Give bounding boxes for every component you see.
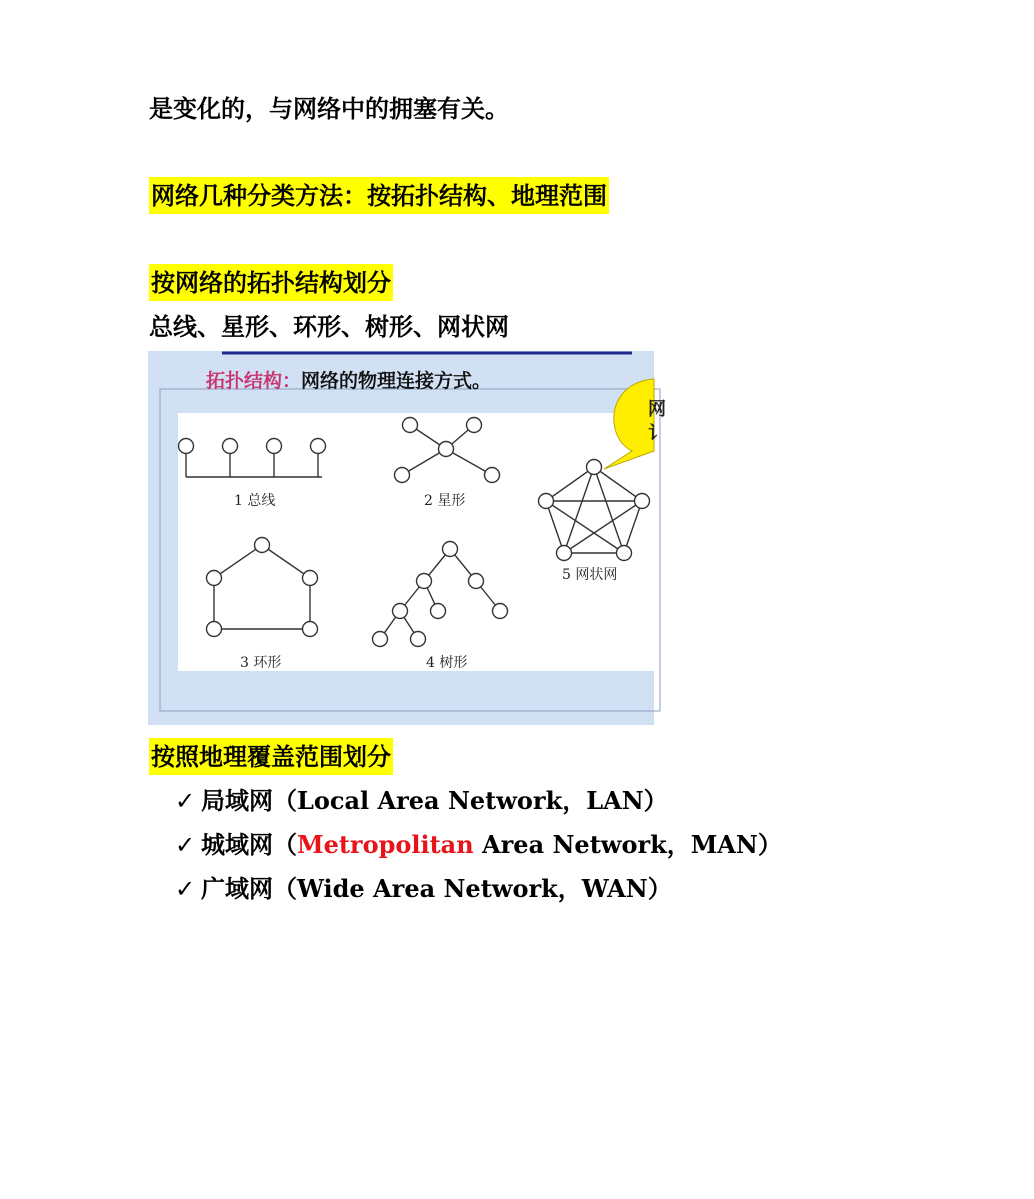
label-bus: 1 总线 bbox=[234, 493, 276, 509]
topology-figure bbox=[148, 351, 666, 725]
list-item-prefix: 广域网（ bbox=[201, 874, 297, 903]
list-item-text: Wide Area Network，WAN） bbox=[297, 874, 672, 903]
check-icon: ✓ bbox=[175, 831, 196, 859]
list-item-text: Local Area Network，LAN） bbox=[297, 786, 668, 815]
list-item-lan bbox=[175, 784, 668, 818]
figure-title-black: 网络的物理连接方式。 bbox=[301, 370, 492, 392]
figure-title-pink: 拓扑结构： bbox=[206, 370, 302, 392]
heading-topology bbox=[149, 266, 393, 300]
topology-list-text: 总线、星形、环形、树形、网状网 bbox=[149, 312, 509, 341]
label-ring: 3 环形 bbox=[240, 655, 282, 671]
label-mesh: 5 网状网 bbox=[562, 567, 618, 583]
highlighted-heading: 按网络的拓扑结构划分 bbox=[149, 264, 393, 301]
list-item-highlight: Metropolitan bbox=[297, 830, 474, 859]
heading-classification bbox=[149, 179, 609, 213]
check-icon: ✓ bbox=[175, 875, 196, 903]
list-item-text: Area Network，MAN） bbox=[473, 830, 782, 859]
list-item-wan bbox=[175, 872, 672, 906]
paragraph-line bbox=[149, 92, 509, 126]
list-item-prefix: 局域网（ bbox=[201, 786, 297, 815]
label-tree: 4 树形 bbox=[426, 655, 468, 671]
figure-title bbox=[206, 369, 491, 392]
check-icon: ✓ bbox=[175, 787, 196, 815]
heading-geography bbox=[149, 740, 393, 774]
topology-list bbox=[149, 310, 509, 344]
callout-char-1: 网 bbox=[648, 399, 666, 420]
list-item-prefix: 城域网（ bbox=[201, 830, 297, 859]
highlighted-heading: 网络几种分类方法：按拓扑结构、地理范围 bbox=[149, 177, 609, 214]
list-item-man bbox=[175, 828, 782, 862]
callout-char-2: 讠 bbox=[648, 423, 666, 444]
label-star: 2 星形 bbox=[424, 493, 466, 509]
topology-figure-svg bbox=[148, 351, 666, 725]
paragraph-text: 是变化的，与网络中的拥塞有关。 bbox=[149, 94, 509, 123]
highlighted-heading: 按照地理覆盖范围划分 bbox=[149, 738, 393, 775]
